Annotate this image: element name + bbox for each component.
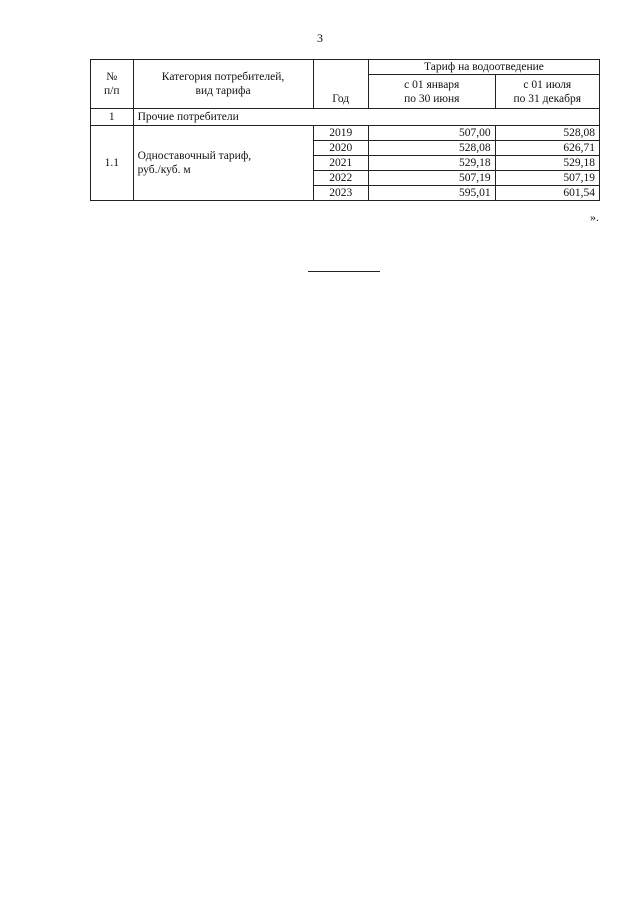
period1-value: 595,01	[368, 186, 495, 201]
header-period-jan-jun: с 01 января по 30 июня	[368, 75, 495, 109]
end-divider	[308, 271, 380, 272]
period1-value: 507,19	[368, 171, 495, 186]
section-row	[91, 109, 600, 126]
page-number: 3	[317, 31, 323, 45]
tariff-table	[90, 59, 600, 201]
year-cell: 2019	[313, 126, 368, 141]
header-year: Год	[313, 60, 368, 109]
period2-value: 528,08	[495, 126, 599, 141]
header-category: Категория потребителей, вид тарифа	[133, 60, 313, 109]
year-cell: 2020	[313, 141, 368, 156]
section-label: Прочие потребители	[133, 109, 599, 126]
year-cell: 2022	[313, 171, 368, 186]
year-cell: 2021	[313, 156, 368, 171]
period1-value: 528,08	[368, 141, 495, 156]
item-label: Одноставочный тариф, руб./куб. м	[133, 126, 313, 201]
year-cell: 2023	[313, 186, 368, 201]
period1-value: 507,00	[368, 126, 495, 141]
header-tariff-group: Тариф на водоотведение	[368, 60, 599, 75]
item-number: 1.1	[91, 126, 134, 201]
period2-value: 626,71	[495, 141, 599, 156]
period1-value: 529,18	[368, 156, 495, 171]
period2-value: 529,18	[495, 156, 599, 171]
table-row	[91, 126, 600, 141]
section-number: 1	[91, 109, 134, 126]
period2-value: 507,19	[495, 171, 599, 186]
header-period-jul-dec: с 01 июля по 31 декабря	[495, 75, 599, 109]
header-number: № п/п	[91, 60, 134, 109]
period2-value: 601,54	[495, 186, 599, 201]
closing-quote-mark: ».	[590, 210, 599, 224]
